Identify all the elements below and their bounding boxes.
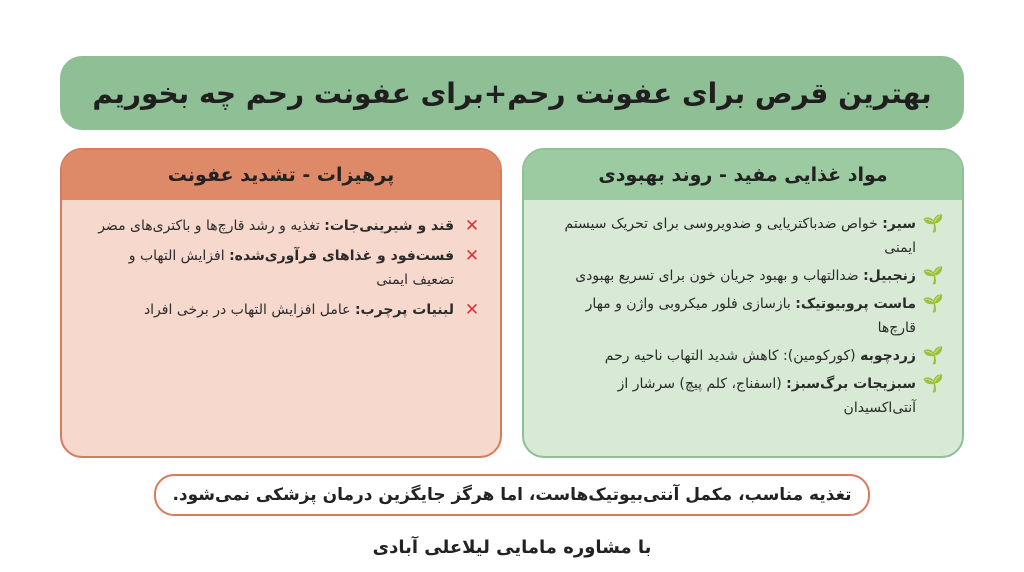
beneficial-foods-card (522, 148, 964, 458)
list-item (84, 214, 482, 238)
list-item (546, 264, 944, 288)
list-item (546, 344, 944, 368)
item-name: قند و شیرینی‌جات: (324, 218, 454, 234)
sprout-icon: 🌱 (922, 374, 944, 394)
beneficial-foods-header: مواد غذایی مفید - روند بهبودی (524, 150, 962, 200)
sprout-icon: 🌱 (922, 266, 944, 286)
page-title: بهترین قرص برای عفونت رحم+برای عفونت رحم چه بخوریم (92, 76, 932, 110)
item-description: بازسازی فلور میکروبی واژن و مهار قارچ‌ها (585, 296, 916, 336)
cross-icon: ✕ (464, 246, 480, 266)
item-description: (اسفناج، کلم پیچ) سرشار از آنتی‌اکسیدان (617, 376, 916, 416)
list-item (546, 212, 944, 260)
item-description: افزایش التهاب و تضعیف ایمنی (128, 248, 454, 288)
list-item (84, 298, 482, 322)
cross-icon: ✕ (464, 300, 480, 320)
item-name: سیر: (882, 216, 916, 232)
item-name: ماست پروبیوتیک: (795, 296, 916, 312)
credit-line: با مشاوره مامایی لیلاعلی آبادی (372, 536, 652, 558)
title-banner (60, 56, 964, 130)
item-description: تغذیه و رشد قارچ‌ها و باکتری‌های مضر (98, 218, 325, 234)
sprout-icon: 🌱 (922, 214, 944, 234)
list-item (546, 292, 944, 340)
list-item (546, 372, 944, 420)
item-name: زردچوبه (860, 348, 916, 364)
item-description: ضدالتهاب و بهبود جریان خون برای تسریع بهبودی (575, 268, 864, 284)
avoid-foods-card (60, 148, 502, 458)
beneficial-foods-list (524, 200, 962, 420)
item-description: (کورکومین): کاهش شدید التهاب ناحیه رحم (604, 348, 861, 364)
avoid-foods-header: پرهیزات - تشدید عفونت (62, 150, 500, 200)
footer-note: تغذیه مناسب، مکمل آنتی‌بیوتیک‌هاست، اما هرگز جایگزین درمان پزشکی نمی‌شود. (154, 474, 870, 516)
sprout-icon: 🌱 (922, 294, 944, 314)
sprout-icon: 🌱 (922, 346, 944, 366)
avoid-foods-list (62, 200, 500, 322)
cross-icon: ✕ (464, 216, 480, 236)
item-name: سبزیجات برگ‌سبز: (786, 376, 916, 392)
item-name: زنجبیل: (863, 268, 916, 284)
item-name: لبنیات پرچرب: (354, 302, 454, 318)
item-description: خواص ضدباکتریایی و ضدویروسی برای تحریک سیستم ایمنی (564, 216, 916, 256)
item-name: فست‌فود و غذاهای فرآوری‌شده: (229, 248, 454, 264)
item-description: عامل افزایش التهاب در برخی افراد (143, 302, 355, 318)
list-item (84, 244, 482, 292)
